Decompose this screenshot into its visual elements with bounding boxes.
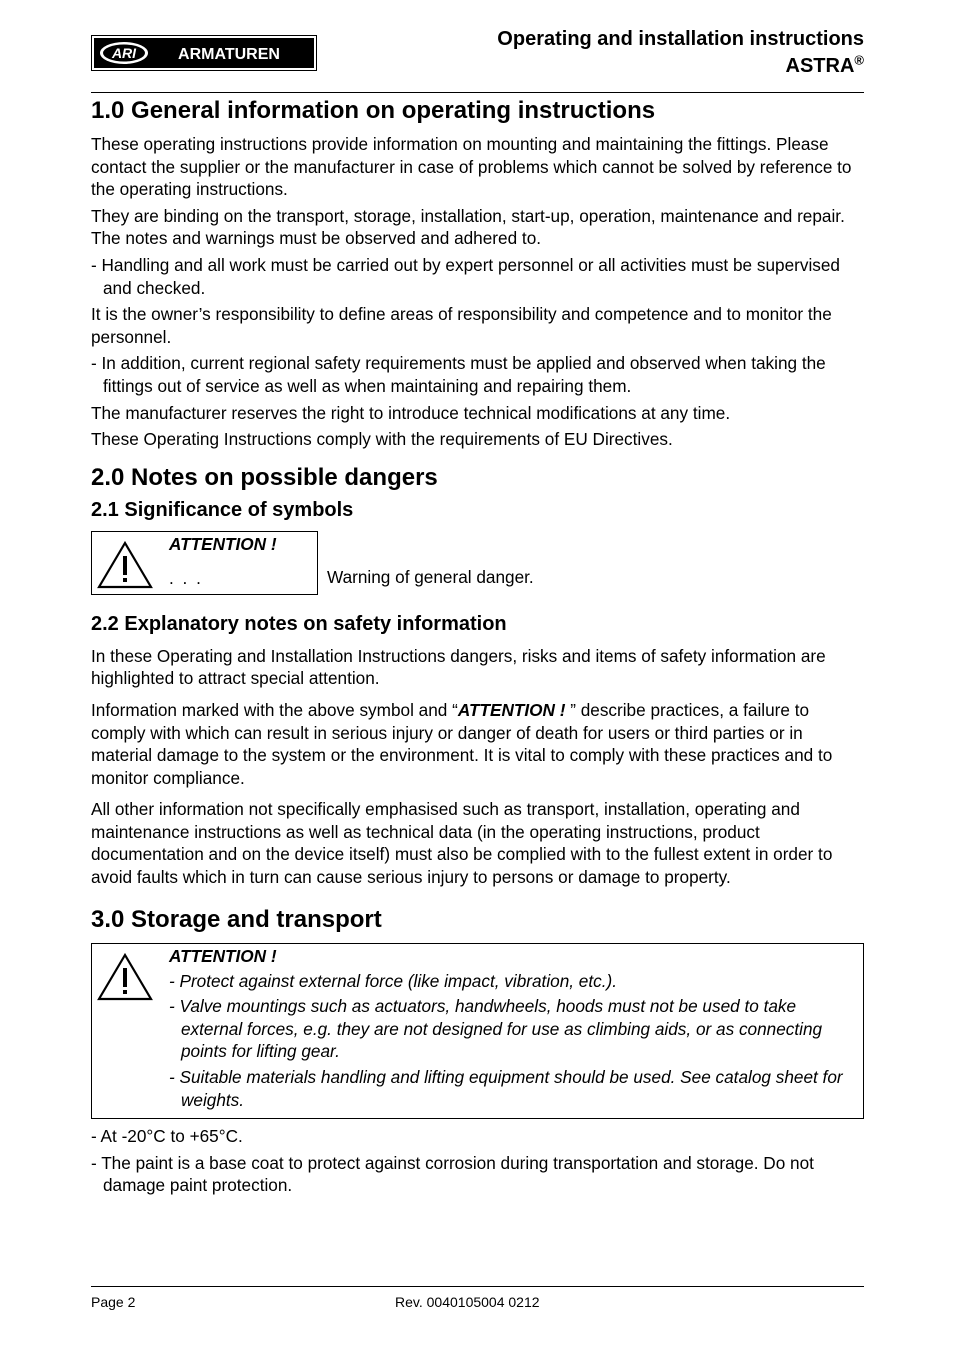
s3-bullet-1: - At -20°C to +65°C. (91, 1126, 243, 1147)
section-2-2-heading: 2.2 Explanatory notes on safety information (91, 612, 507, 635)
symbol-legend (91, 531, 864, 595)
attention-inline: ATTENTION ! (457, 699, 566, 720)
section-2-1-heading: 2.1 Significance of symbols (91, 498, 354, 521)
attention-label: ATTENTION ! (169, 533, 277, 554)
s3-bullet-2: - The paint is a base coat to protect against corrosion during transportation and storage. Do not damage paint protection. (91, 1152, 814, 1196)
warning-triangle-icon (96, 540, 154, 590)
s1-paragraph-4: It is the owner’s responsibility to define areas of responsibility and competence and to monitor the personnel. (91, 304, 832, 347)
storage-attention-box (91, 943, 864, 1120)
s1-bullet-2: - In addition, current regional safety requirements must be applied and observed when taking the fittings out of service as well as when maintaining and repairing them. (91, 353, 826, 396)
s1-bullet-1: - Handling and all work must be carried out by expert personnel or all activities must be supervised and checked. (91, 254, 840, 298)
attention-ellipsis: . . . (169, 567, 203, 588)
registered-mark: ® (854, 52, 864, 68)
s1-paragraph-1: These operating instructions provide information on mounting and maintaining the fittings. Please contact the supplier or the manufacturer in case of problems which cannot be solved by reference to the operating instructions. (91, 134, 852, 200)
section-3-heading: 3.0 Storage and transport (91, 905, 382, 933)
symbol-description: Warning of general danger. (327, 566, 534, 587)
page-content (91, 96, 864, 1201)
header-title (497, 26, 864, 80)
warning-triangle-icon (96, 952, 154, 1002)
attention-label: ATTENTION ! (169, 945, 277, 966)
ari-armaturen-logo (91, 35, 317, 71)
s2-paragraph-2: Information marked with the above symbol and “ATTENTION ! ” describe practices, a failure to comply with which can result in serious injury or danger of death for users or third parties or in material damage to the system or the environment. It is vital to comply with these practices and to monitor compliance. (91, 699, 833, 788)
svg-text:ARMATUREN: ARMATUREN (178, 46, 280, 63)
s1-paragraph-3: The notes and warnings must be observed and adhered to. (91, 228, 542, 249)
section-1-heading: 1.0 General information on operating instructions (91, 97, 656, 124)
s2-paragraph-3: All other information not specifically emphasised such as transport, installation, operating and maintenance instructions as well as technical data (in the operating instructions, product documentation and on the device itself) must also be complied with to the fullest extent in order to avoid faults which in turn can cause serious injury to persons or damage to property. (91, 799, 833, 888)
svg-text:ARI: ARI (111, 45, 137, 61)
page-number: Page 2 (91, 1294, 136, 1310)
attention-item-2: - Valve mountings such as actuators, handwheels, hoods must not be used to take external forces, e.g. they are not designed for use as climbing aids, or as connecting points for lifting gear. (169, 996, 823, 1062)
page-footer (91, 1286, 864, 1310)
attention-symbol-box (91, 531, 318, 595)
s1-paragraph-5: The manufacturer reserves the right to introduce technical modifications at any time. (91, 402, 731, 423)
header-title-line1: Operating and installation instructions (497, 28, 864, 50)
s2-paragraph-1: In these Operating and Installation Instructions dangers, risks and items of safety information are highlighted to attract special attention. (91, 645, 826, 689)
s1-paragraph-2: They are binding on the transport, storage, installation, start-up, operation, maintenance and repair. (91, 205, 845, 226)
page-header (91, 26, 864, 93)
section-2-heading: 2.0 Notes on possible dangers (91, 463, 438, 491)
header-title-line2: ASTRA® (785, 52, 864, 77)
attention-item-1: - Protect against external force (like impact, vibration, etc.). (169, 970, 618, 991)
attention-item-3: - Suitable materials handling and lifting equipment should be used. See catalog sheet for weights. (169, 1067, 843, 1110)
revision-number: Rev. 0040105004 0212 (395, 1294, 540, 1310)
s1-paragraph-6: These Operating Instructions comply with the requirements of EU Directives. (91, 429, 673, 450)
